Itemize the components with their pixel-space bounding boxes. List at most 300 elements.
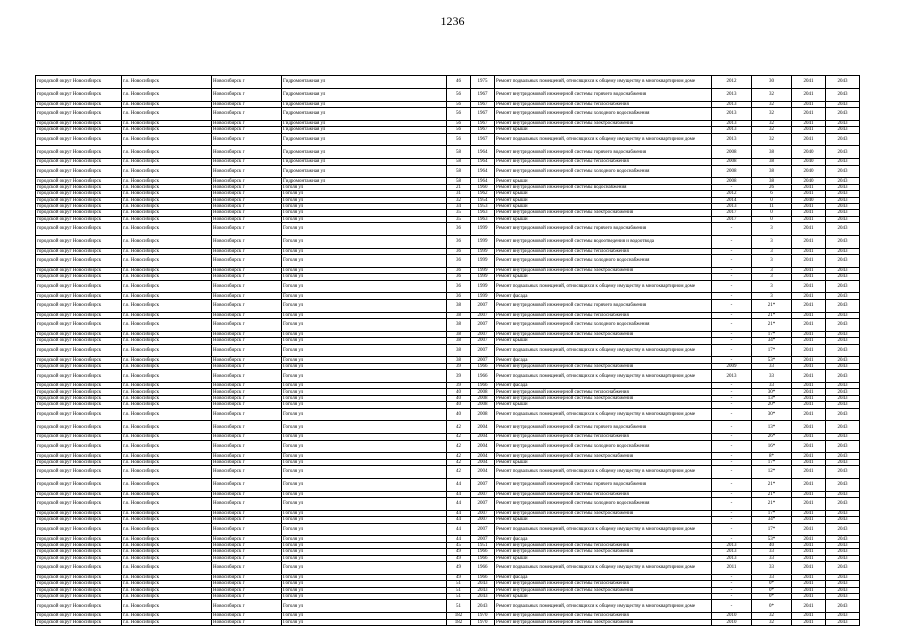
street-cell: Гоголя ул	[282, 421, 447, 434]
table-row	[36, 466, 860, 479]
street-cell: Гоголя ул	[282, 255, 447, 268]
work-type-cell: Ремонт крыши	[495, 127, 712, 133]
locality-cell: Новосибирск г	[212, 159, 282, 165]
work-type-cell: Ремонт внутридомовой инженерной системы горячего водоснабжения	[495, 223, 712, 236]
work-type-cell: Ремонт внутридомовой инженерной системы электроснабжения	[495, 267, 712, 273]
locality-cell: Новосибирск г	[212, 76, 282, 89]
municipality-cell: городской округ Новосибирск	[36, 453, 122, 459]
street-cell: Гидромонтажная ул	[282, 76, 447, 89]
year-built-cell: 1966	[471, 382, 495, 388]
plan-start-cell: 2041	[792, 363, 826, 369]
work-type-cell: Ремонт крыши	[495, 197, 712, 203]
last-repair-year-cell: 2013	[712, 133, 752, 146]
year-built-cell: 2007	[471, 478, 495, 491]
year-built-cell: 1963	[471, 216, 495, 222]
settlement-cell: г.о. Новосибирск	[122, 562, 212, 575]
house-cell: 36	[447, 267, 471, 273]
table-row	[36, 223, 860, 236]
settlement-cell: г.о. Новосибирск	[122, 574, 212, 580]
wear-cell: 33	[752, 382, 792, 388]
wear-cell: 53*	[752, 536, 792, 542]
year-built-cell: 2008	[471, 389, 495, 395]
year-built-cell: 1966	[471, 574, 495, 580]
table-row	[36, 280, 860, 293]
plan-start-cell: 2041	[792, 255, 826, 268]
locality-cell: Новосибирск г	[212, 120, 282, 126]
table-row	[36, 619, 860, 625]
settlement-cell: г.о. Новосибирск	[122, 370, 212, 383]
wear-cell: 32	[752, 120, 792, 126]
settlement-cell: г.о. Новосибирск	[122, 344, 212, 357]
wear-cell: 3	[752, 235, 792, 248]
work-type-cell: Ремонт внутридомовой инженерной системы электроснабжения	[495, 363, 712, 369]
house-cell: 58	[447, 178, 471, 184]
house-cell: 36	[447, 248, 471, 254]
wear-cell: 53*	[752, 357, 792, 363]
municipality-cell: городской округ Новосибирск	[36, 587, 122, 593]
house-cell: 44	[447, 510, 471, 516]
year-built-cell: 2008	[471, 395, 495, 401]
last-repair-year-cell: -	[712, 235, 752, 248]
plan-end-cell: 2043	[826, 191, 860, 197]
locality-cell: Новосибирск г	[212, 319, 282, 332]
plan-start-cell: 2041	[792, 370, 826, 383]
work-type-cell: Ремонт внутридомовой инженерной системы холодного водоснабжения	[495, 319, 712, 332]
last-repair-year-cell: -	[712, 312, 752, 318]
municipality-cell: городской округ Новосибирск	[36, 120, 122, 126]
street-cell: Гоголя ул	[282, 440, 447, 453]
street-cell: Гоголя ул	[282, 574, 447, 580]
locality-cell: Новосибирск г	[212, 267, 282, 273]
house-cell: 51	[447, 587, 471, 593]
year-built-cell: 2007	[471, 536, 495, 542]
wear-cell: 34*	[752, 338, 792, 344]
year-built-cell: 1966	[471, 562, 495, 575]
street-cell: Гидромонтажная ул	[282, 159, 447, 165]
locality-cell: Новосибирск г	[212, 255, 282, 268]
street-cell: Гидромонтажная ул	[282, 165, 447, 178]
municipality-cell: городской округ Новосибирск	[36, 542, 122, 548]
house-cell: 56	[447, 127, 471, 133]
wear-cell: 13*	[752, 395, 792, 401]
wear-cell: 30	[752, 76, 792, 89]
last-repair-year-cell: -	[712, 395, 752, 401]
plan-start-cell: 2040	[792, 178, 826, 184]
table-row	[36, 133, 860, 146]
settlement-cell: г.о. Новосибирск	[122, 101, 212, 107]
street-cell: Гоголя ул	[282, 223, 447, 236]
street-cell: Гидромонтажная ул	[282, 146, 447, 159]
plan-start-cell: 2041	[792, 421, 826, 434]
street-cell: Гоголя ул	[282, 478, 447, 491]
municipality-cell: городской округ Новосибирск	[36, 159, 122, 165]
settlement-cell: г.о. Новосибирск	[122, 133, 212, 146]
settlement-cell: г.о. Новосибирск	[122, 542, 212, 548]
wear-cell: 0*	[752, 581, 792, 587]
settlement-cell: г.о. Новосибирск	[122, 402, 212, 408]
settlement-cell: г.о. Новосибирск	[122, 203, 212, 209]
last-repair-year-cell: 2012	[712, 191, 752, 197]
year-built-cell: 1967	[471, 88, 495, 101]
locality-cell: Новосибирск г	[212, 357, 282, 363]
last-repair-year-cell: -	[712, 491, 752, 497]
street-cell: Гоголя ул	[282, 299, 447, 312]
locality-cell: Новосибирск г	[212, 593, 282, 599]
house-cell: 182	[447, 613, 471, 619]
municipality-cell: городской округ Новосибирск	[36, 146, 122, 159]
plan-end-cell: 2043	[826, 280, 860, 293]
year-built-cell: 2043	[471, 593, 495, 599]
municipality-cell: городской округ Новосибирск	[36, 363, 122, 369]
table-row	[36, 440, 860, 453]
last-repair-year-cell: 2010	[712, 613, 752, 619]
year-built-cell: 1960	[471, 184, 495, 190]
plan-start-cell: 2041	[792, 510, 826, 516]
wear-cell: 21*	[752, 478, 792, 491]
house-cell: 45	[447, 542, 471, 548]
municipality-cell: городской округ Новосибирск	[36, 267, 122, 273]
locality-cell: Новосибирск г	[212, 562, 282, 575]
last-repair-year-cell: -	[712, 523, 752, 536]
locality-cell: Новосибирск г	[212, 216, 282, 222]
plan-start-cell: 2041	[792, 319, 826, 332]
plan-start-cell: 2041	[792, 491, 826, 497]
municipality-cell: городской округ Новосибирск	[36, 619, 122, 625]
municipality-cell: городской округ Новосибирск	[36, 280, 122, 293]
last-repair-year-cell: -	[712, 319, 752, 332]
plan-end-cell: 2043	[826, 498, 860, 511]
locality-cell: Новосибирск г	[212, 197, 282, 203]
wear-cell: 0*	[752, 593, 792, 599]
municipality-cell: городской округ Новосибирск	[36, 184, 122, 190]
settlement-cell: г.о. Новосибирск	[122, 146, 212, 159]
settlement-cell: г.о. Новосибирск	[122, 408, 212, 421]
plan-end-cell: 2043	[826, 389, 860, 395]
year-built-cell: 2007	[471, 491, 495, 497]
plan-start-cell: 2041	[792, 517, 826, 523]
work-type-cell: Ремонт подвальных помещений, относящихся к общему имуществу в многоквартирном доме	[495, 466, 712, 479]
plan-start-cell: 2041	[792, 593, 826, 599]
wear-cell: 33	[752, 555, 792, 561]
work-type-cell: Ремонт внутридомовой инженерной системы холодного водоснабжения	[495, 255, 712, 268]
locality-cell: Новосибирск г	[212, 613, 282, 619]
locality-cell: Новосибирск г	[212, 434, 282, 440]
plan-end-cell: 2043	[826, 127, 860, 133]
municipality-cell: городской округ Новосибирск	[36, 408, 122, 421]
house-cell: 38	[447, 344, 471, 357]
last-repair-year-cell: -	[712, 338, 752, 344]
wear-cell: 17*	[752, 331, 792, 337]
table-row	[36, 498, 860, 511]
street-cell: Гоголя ул	[282, 491, 447, 497]
work-type-cell: Ремонт внутридомовой инженерной системы электроснабжения	[495, 210, 712, 216]
plan-end-cell: 2043	[826, 235, 860, 248]
plan-end-cell: 2043	[826, 402, 860, 408]
settlement-cell: г.о. Новосибирск	[122, 338, 212, 344]
house-cell: 38	[447, 299, 471, 312]
plan-end-cell: 2043	[826, 421, 860, 434]
street-cell: Гоголя ул	[282, 312, 447, 318]
wear-cell: 38	[752, 165, 792, 178]
wear-cell: 32	[752, 619, 792, 625]
work-type-cell: Ремонт внутридомовой инженерной системы электроснабжения	[495, 331, 712, 337]
work-type-cell: Ремонт подвальных помещений, относящихся к общему имуществу в многоквартирном доме	[495, 523, 712, 536]
locality-cell: Новосибирск г	[212, 491, 282, 497]
municipality-cell: городской округ Новосибирск	[36, 434, 122, 440]
work-type-cell: Ремонт внутридомовой инженерной системы водоснабжения	[495, 184, 712, 190]
municipality-cell: городской округ Новосибирск	[36, 466, 122, 479]
street-cell: Гоголя ул	[282, 216, 447, 222]
last-repair-year-cell: -	[712, 331, 752, 337]
settlement-cell: г.о. Новосибирск	[122, 319, 212, 332]
plan-start-cell: 2041	[792, 210, 826, 216]
street-cell: Гоголя ул	[282, 402, 447, 408]
work-type-cell: Ремонт подвальных помещений, относящихся к общему имуществу в многоквартирном доме	[495, 76, 712, 89]
street-cell: Гоголя ул	[282, 210, 447, 216]
street-cell: Гоголя ул	[282, 581, 447, 587]
last-repair-year-cell: 2017	[712, 210, 752, 216]
plan-end-cell: 2043	[826, 581, 860, 587]
settlement-cell: г.о. Новосибирск	[122, 498, 212, 511]
last-repair-year-cell: 2008	[712, 178, 752, 184]
year-built-cell: 1966	[471, 370, 495, 383]
locality-cell: Новосибирск г	[212, 421, 282, 434]
house-cell: 34	[447, 203, 471, 209]
plan-start-cell: 2041	[792, 280, 826, 293]
municipality-cell: городской округ Новосибирск	[36, 127, 122, 133]
house-cell: 51	[447, 581, 471, 587]
last-repair-year-cell: -	[712, 293, 752, 299]
locality-cell: Новосибирск г	[212, 178, 282, 184]
year-built-cell: 1967	[471, 127, 495, 133]
last-repair-year-cell: 2010	[712, 619, 752, 625]
plan-start-cell: 2041	[792, 587, 826, 593]
locality-cell: Новосибирск г	[212, 312, 282, 318]
street-cell: Гоголя ул	[282, 267, 447, 273]
wear-cell: 17*	[752, 523, 792, 536]
work-type-cell: Ремонт подвальных помещений, относящихся к общему имуществу в многоквартирном доме	[495, 133, 712, 146]
work-type-cell: Ремонт крыши	[495, 274, 712, 280]
year-built-cell: 1966	[471, 555, 495, 561]
house-cell: 38	[447, 357, 471, 363]
house-cell: 36	[447, 255, 471, 268]
last-repair-year-cell: -	[712, 517, 752, 523]
plan-end-cell: 2043	[826, 107, 860, 120]
wear-cell: 6	[752, 191, 792, 197]
settlement-cell: г.о. Новосибирск	[122, 600, 212, 613]
year-built-cell: 1999	[471, 235, 495, 248]
municipality-cell: городской округ Новосибирск	[36, 197, 122, 203]
settlement-cell: г.о. Новосибирск	[122, 581, 212, 587]
settlement-cell: г.о. Новосибирск	[122, 88, 212, 101]
plan-end-cell: 2043	[826, 274, 860, 280]
house-cell: 39	[447, 363, 471, 369]
municipality-cell: городской округ Новосибирск	[36, 319, 122, 332]
municipality-cell: городской округ Новосибирск	[36, 459, 122, 465]
municipality-cell: городской округ Новосибирск	[36, 101, 122, 107]
table-row	[36, 88, 860, 101]
plan-end-cell: 2043	[826, 203, 860, 209]
plan-end-cell: 2043	[826, 593, 860, 599]
street-cell: Гоголя ул	[282, 395, 447, 401]
work-type-cell: Ремонт фасада	[495, 536, 712, 542]
settlement-cell: г.о. Новосибирск	[122, 120, 212, 126]
locality-cell: Новосибирск г	[212, 382, 282, 388]
house-cell: 42	[447, 453, 471, 459]
plan-start-cell: 2041	[792, 523, 826, 536]
municipality-cell: городской округ Новосибирск	[36, 523, 122, 536]
plan-start-cell: 2041	[792, 216, 826, 222]
plan-end-cell: 2043	[826, 466, 860, 479]
wear-cell: 32	[752, 101, 792, 107]
plan-start-cell: 2041	[792, 459, 826, 465]
street-cell: Гидромонтажная ул	[282, 101, 447, 107]
plan-start-cell: 2040	[792, 197, 826, 203]
wear-cell: 0*	[752, 600, 792, 613]
plan-start-cell: 2041	[792, 434, 826, 440]
year-built-cell: 1999	[471, 223, 495, 236]
table-row	[36, 146, 860, 159]
work-type-cell: Ремонт внутридомовой инженерной системы электроснабжения	[495, 510, 712, 516]
last-repair-year-cell: -	[712, 478, 752, 491]
last-repair-year-cell: -	[712, 600, 752, 613]
municipality-cell: городской округ Новосибирск	[36, 293, 122, 299]
street-cell: Гоголя ул	[282, 587, 447, 593]
wear-cell: 33	[752, 574, 792, 580]
plan-end-cell: 2043	[826, 248, 860, 254]
wear-cell: 38	[752, 159, 792, 165]
locality-cell: Новосибирск г	[212, 88, 282, 101]
municipality-cell: городской округ Новосибирск	[36, 178, 122, 184]
plan-start-cell: 2041	[792, 549, 826, 555]
street-cell: Гидромонтажная ул	[282, 127, 447, 133]
plan-end-cell: 2043	[826, 293, 860, 299]
year-built-cell: 1964	[471, 165, 495, 178]
last-repair-year-cell: -	[712, 382, 752, 388]
last-repair-year-cell: 2011	[712, 562, 752, 575]
wear-cell: 11	[752, 203, 792, 209]
work-type-cell: Ремонт фасада	[495, 382, 712, 388]
settlement-cell: г.о. Новосибирск	[122, 191, 212, 197]
house-cell: 49	[447, 555, 471, 561]
work-type-cell: Ремонт фасада	[495, 293, 712, 299]
settlement-cell: г.о. Новосибирск	[122, 184, 212, 190]
street-cell: Гоголя ул	[282, 408, 447, 421]
plan-start-cell: 2041	[792, 498, 826, 511]
last-repair-year-cell: 2013	[712, 88, 752, 101]
last-repair-year-cell: -	[712, 389, 752, 395]
plan-end-cell: 2043	[826, 549, 860, 555]
locality-cell: Новосибирск г	[212, 248, 282, 254]
year-built-cell: 2007	[471, 517, 495, 523]
municipality-cell: городской округ Новосибирск	[36, 248, 122, 254]
plan-start-cell: 2041	[792, 395, 826, 401]
house-cell: 40	[447, 402, 471, 408]
municipality-cell: городской округ Новосибирск	[36, 107, 122, 120]
street-cell: Гоголя ул	[282, 363, 447, 369]
plan-end-cell: 2043	[826, 197, 860, 203]
settlement-cell: г.о. Новосибирск	[122, 434, 212, 440]
settlement-cell: г.о. Новосибирск	[122, 363, 212, 369]
plan-end-cell: 2043	[826, 440, 860, 453]
house-cell: 36	[447, 223, 471, 236]
work-type-cell: Ремонт внутридомовой инженерной системы электроснабжения	[495, 549, 712, 555]
table-row	[36, 478, 860, 491]
settlement-cell: г.о. Новосибирск	[122, 255, 212, 268]
house-cell: 36	[447, 293, 471, 299]
plan-end-cell: 2043	[826, 459, 860, 465]
street-cell: Гидромонтажная ул	[282, 107, 447, 120]
work-type-cell: Ремонт внутридомовой инженерной системы холодного водоснабжения	[495, 165, 712, 178]
year-built-cell: 1999	[471, 248, 495, 254]
work-type-cell: Ремонт крыши	[495, 203, 712, 209]
house-cell: 56	[447, 133, 471, 146]
street-cell: Гоголя ул	[282, 280, 447, 293]
table-row	[36, 76, 860, 89]
municipality-cell: городской округ Новосибирск	[36, 255, 122, 268]
plan-end-cell: 2043	[826, 555, 860, 561]
street-cell: Гоголя ул	[282, 203, 447, 209]
wear-cell: 8*	[752, 453, 792, 459]
last-repair-year-cell: -	[712, 408, 752, 421]
page-number: 1236	[440, 14, 465, 28]
last-repair-year-cell: 2014	[712, 197, 752, 203]
last-repair-year-cell: -	[712, 223, 752, 236]
work-type-cell: Ремонт крыши	[495, 402, 712, 408]
house-cell: 49	[447, 549, 471, 555]
locality-cell: Новосибирск г	[212, 127, 282, 133]
plan-start-cell: 2041	[792, 562, 826, 575]
locality-cell: Новосибирск г	[212, 191, 282, 197]
work-type-cell: Ремонт внутридомовой инженерной системы горячего водоснабжения	[495, 478, 712, 491]
locality-cell: Новосибирск г	[212, 395, 282, 401]
plan-end-cell: 2043	[826, 600, 860, 613]
last-repair-year-cell: 2013	[712, 203, 752, 209]
plan-start-cell: 2041	[792, 133, 826, 146]
table-row	[36, 408, 860, 421]
settlement-cell: г.о. Новосибирск	[122, 395, 212, 401]
wear-cell: 32	[752, 133, 792, 146]
plan-end-cell: 2043	[826, 312, 860, 318]
locality-cell: Новосибирск г	[212, 389, 282, 395]
year-built-cell: 2007	[471, 319, 495, 332]
work-type-cell: Ремонт крыши	[495, 216, 712, 222]
house-cell: 36	[447, 274, 471, 280]
house-cell: 38	[447, 338, 471, 344]
last-repair-year-cell: -	[712, 466, 752, 479]
plan-start-cell: 2041	[792, 101, 826, 107]
street-cell: Гоголя ул	[282, 331, 447, 337]
settlement-cell: г.о. Новосибирск	[122, 210, 212, 216]
year-built-cell: 1962	[471, 191, 495, 197]
plan-end-cell: 2043	[826, 370, 860, 383]
last-repair-year-cell: -	[712, 344, 752, 357]
last-repair-year-cell: -	[712, 421, 752, 434]
plan-end-cell: 2043	[826, 344, 860, 357]
municipality-cell: городской округ Новосибирск	[36, 478, 122, 491]
house-cell: 44	[447, 517, 471, 523]
street-cell: Гоголя ул	[282, 613, 447, 619]
plan-start-cell: 2041	[792, 613, 826, 619]
work-type-cell: Ремонт фасада	[495, 357, 712, 363]
locality-cell: Новосибирск г	[212, 203, 282, 209]
settlement-cell: г.о. Новосибирск	[122, 517, 212, 523]
municipality-cell: городской округ Новосибирск	[36, 440, 122, 453]
plan-end-cell: 2043	[826, 574, 860, 580]
street-cell: Гоголя ул	[282, 498, 447, 511]
wear-cell: 38	[752, 146, 792, 159]
wear-cell: 30*	[752, 408, 792, 421]
